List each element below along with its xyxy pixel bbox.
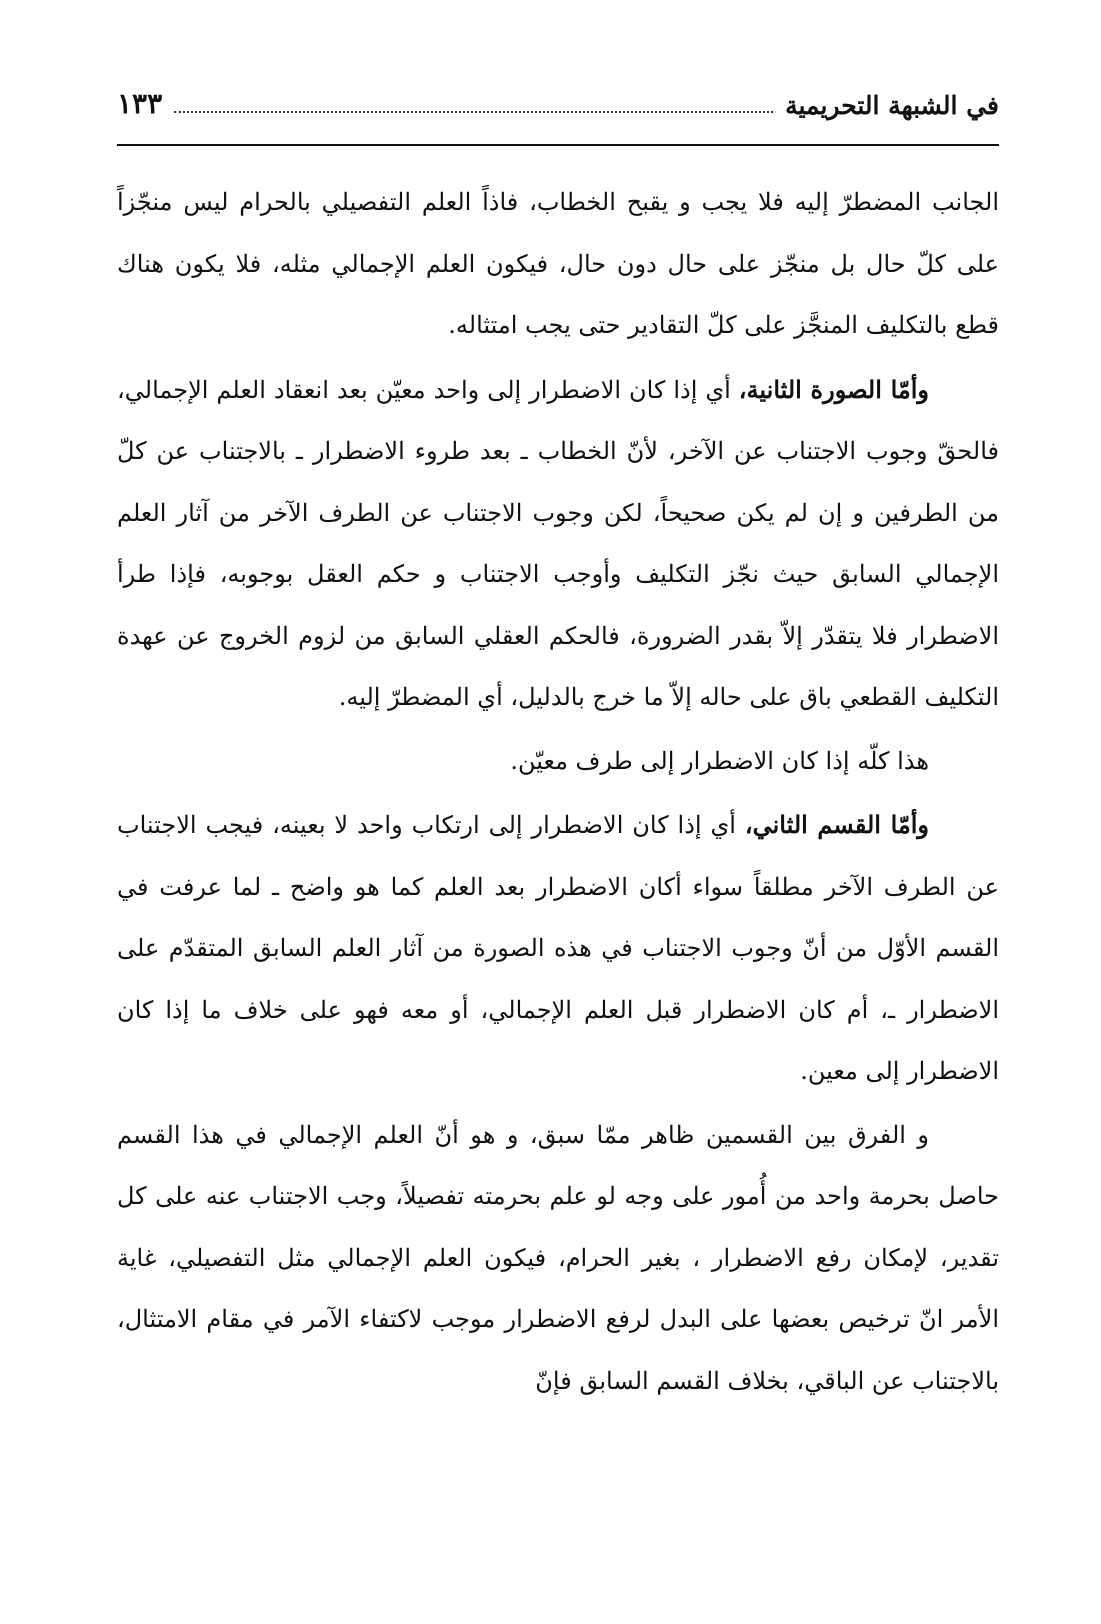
- paragraph-lead: وأمّا القسم الثاني،: [744, 810, 929, 839]
- paragraph-5: [117, 1105, 999, 1413]
- paragraph-4: [117, 794, 999, 1103]
- paragraph-text: أي إذا كان الاضطرار إلى ارتكاب واحد لا بعينه، فيجب الاجتناب عن الطرف الآخر مطلقاً سواء أكان الاضطرار بعد العلم كما هو واضح ـ لما عرفت في القسم الأوّل من أنّ وجوب الاجتناب في هذه الصورة من آثار العلم السابق المتقدّم على الاضطرار ـ، أم كان الاضطرار قبل العلم الإجمالي، أو معه فهو على خلاف ما إذا كان الاضطرار إلى معين.: [117, 811, 1000, 1085]
- page-number: ١٣٣: [117, 87, 163, 120]
- header-dot-leader: [174, 110, 773, 113]
- paragraph-2: [117, 359, 999, 729]
- header-rule: [117, 144, 999, 146]
- header-title: في الشبهة التحريمية: [785, 91, 999, 120]
- running-header: [117, 78, 999, 118]
- paragraph-text: الجانب المضطرّ إليه فلا يجب و يقبح الخطاب، فاذاً العلم التفصيلي بالحرام ليس منجّزاً على كلّ حال بل منجّز على حال دون حال، فيكون العلم الإجمالي مثله، فلا يكون هناك قطع بالتكليف المنجَّز على كلّ التقادير حتى يجب امتثاله.: [117, 188, 999, 339]
- paragraph-text: و الفرق بين القسمين ظاهر ممّا سبق، و هو أنّ العلم الإجمالي في هذا القسم حاصل بحرمة واحد من أُمور على وجه لو علم بحرمته تفصيلاً، وجب الاجتناب عنه على كل تقدير، لإمكان رفع الاضطرار ، بغير الحرام، فيكون العلم الإجمالي مثل التفصيلي، غاية الأمر انّ ترخيص بعضها على البدل لرفع الاضطرار موجب لاكتفاء الآمر في مقام الامتثال، بالاجتناب عن الباقي، بخلاف القسم السابق فإنّ: [117, 1120, 999, 1395]
- paragraph-3: [117, 731, 999, 793]
- paragraph-text: هذا كلّه إذا كان الاضطرار إلى طرف معيّن.: [510, 746, 929, 775]
- paragraph-text: أي إذا كان الاضطرار إلى واحد معيّن بعد انعقاد العلم الإجمالي، فالحقّ وجوب الاجتناب عن الآخر، لأنّ الخطاب ـ بعد طروء الاضطرار ـ بالاجتناب عن كلّ من الطرفين و إن لم يكن صحيحاً، لكن وجوب الاجتناب عن الطرف الآخر من آثار العلم الإجمالي السابق حيث نجّز التكليف وأوجب الاجتناب و حكم العقل بوجوبه، فإذا طرأ الاضطرار فلا يتقدّر إلاّ بقدر الضرورة، فالحكم العقلي السابق من لزوم الخروج عن عهدة التكليف القطعي باق على حاله إلاّ ما خرج بالدليل، أي المضطرّ إليه.: [117, 375, 999, 711]
- paragraph-1: [117, 172, 999, 357]
- paragraph-lead: وأمّا الصورة الثانية،: [738, 374, 930, 404]
- page-body: [117, 172, 999, 1412]
